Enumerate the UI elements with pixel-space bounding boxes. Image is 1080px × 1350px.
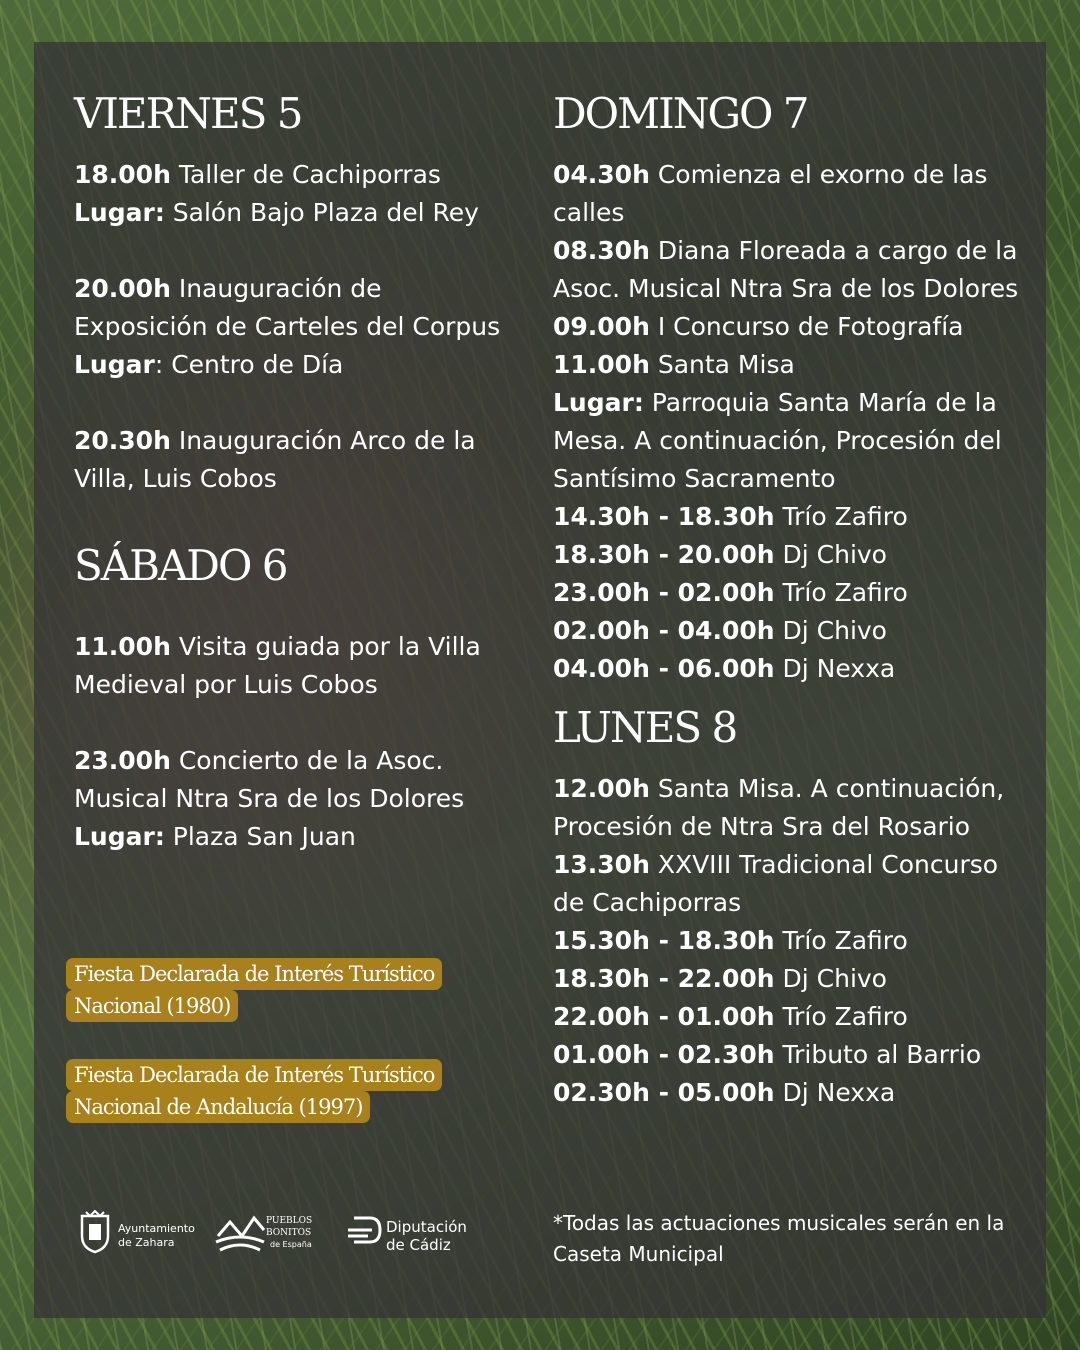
pueblos-line2: BONITOS: [266, 1228, 312, 1238]
event-time: 13.30h: [553, 850, 650, 879]
event-text: Trío Zafiro: [782, 1002, 908, 1031]
place-text: Salón Bajo Plaza del Rey: [172, 198, 479, 227]
event-item: [74, 742, 514, 818]
event-text: Inauguración de Exposición de Carteles del Corpus: [74, 274, 501, 341]
event-text: Dj Chivo: [782, 540, 887, 569]
event-item: [553, 1036, 1023, 1074]
event-time: 04.30h: [553, 160, 650, 189]
event-place: [74, 818, 514, 856]
event-item: [553, 156, 1023, 232]
event-time: 01.00h - 02.30h: [553, 1040, 775, 1069]
event-text: Concierto de la Asoc. Musical Ntra Sra de los Dolores: [74, 746, 465, 813]
pueblos-line1: PUEBLOS: [266, 1216, 313, 1226]
event-text: Trío Zafiro: [782, 502, 908, 531]
badge-line: Nacional de Andalucía (1997): [66, 1091, 370, 1123]
place-label: Lugar:: [74, 198, 165, 227]
event-time: 11.00h: [553, 350, 650, 379]
event-text: Trío Zafiro: [782, 926, 908, 955]
badge-interes-nacional: [66, 958, 442, 1022]
event-time: 15.30h - 18.30h: [553, 926, 775, 955]
event-time: 23.00h: [74, 746, 171, 775]
event-text: Diana Floreada a cargo de la Asoc. Musical Ntra Sra de los Dolores: [553, 236, 1019, 303]
day-title-lunes: LUNES 8: [553, 703, 737, 752]
event-text: Dj Nexxa: [782, 654, 896, 683]
event-item: [553, 960, 1023, 998]
event-place: [74, 194, 514, 232]
event-time: 02.30h - 05.00h: [553, 1078, 775, 1107]
dipu-line2: de Cádiz: [386, 1236, 451, 1254]
event-text: Visita guiada por la Villa Medieval por Luis Cobos: [74, 632, 481, 699]
pueblos-bonitos-logo: [214, 1210, 313, 1258]
event-text: Dj Chivo: [782, 616, 887, 645]
event-item: [553, 308, 1023, 346]
event-time: 02.00h - 04.00h: [553, 616, 775, 645]
event-text: Trío Zafiro: [782, 578, 908, 607]
village-icon: [214, 1210, 266, 1254]
event-item: [74, 270, 514, 346]
day-title-sabado: SÁBADO 6: [74, 541, 287, 590]
event-item: [553, 498, 1023, 536]
badge-line: Nacional (1980): [66, 990, 238, 1022]
event-item: [74, 156, 514, 194]
event-place: [74, 346, 514, 384]
event-time: 18.30h - 22.00h: [553, 964, 775, 993]
event-item: [553, 922, 1023, 960]
place-label: Lugar: [74, 350, 155, 379]
event-item: [553, 846, 1023, 922]
diputacion-icon: [346, 1210, 384, 1250]
event-time: 11.00h: [74, 632, 171, 661]
event-item: [553, 1074, 1023, 1112]
event-time: 12.00h: [553, 774, 650, 803]
shield-icon: [78, 1210, 112, 1254]
event-time: 04.00h - 06.00h: [553, 654, 775, 683]
pueblos-line3: de España: [270, 1240, 312, 1249]
event-time: 20.30h: [74, 426, 171, 455]
event-text: Taller de Cachiporras: [178, 160, 441, 189]
place-label: Lugar:: [553, 388, 644, 417]
badge-line: Fiesta Declarada de Interés Turístico: [66, 958, 442, 990]
event-time: 22.00h - 01.00h: [553, 1002, 775, 1031]
ayuntamiento-logo: [78, 1210, 195, 1258]
event-item: [553, 574, 1023, 612]
event-item: [553, 536, 1023, 574]
event-item: [553, 998, 1023, 1036]
event-text: Dj Nexxa: [782, 1078, 896, 1107]
event-item: [553, 346, 1023, 384]
event-time: 14.30h - 18.30h: [553, 502, 775, 531]
event-text: Santa Misa. A continuación, Procesión de Ntra Sra del Rosario: [553, 774, 1005, 841]
event-text: I Concurso de Fotografía: [657, 312, 964, 341]
event-time: 18.30h - 20.00h: [553, 540, 775, 569]
place-text: : Centro de Día: [154, 350, 344, 379]
event-place: [553, 384, 1023, 498]
event-item: [74, 422, 514, 498]
event-text: Comienza el exorno de las calles: [553, 160, 988, 227]
event-text: Dj Chivo: [782, 964, 887, 993]
event-item: [553, 770, 1023, 846]
ayto-line2: de Zahara: [118, 1236, 175, 1249]
event-time: 20.00h: [74, 274, 171, 303]
event-time: 08.30h: [553, 236, 650, 265]
event-text: Santa Misa: [657, 350, 795, 379]
badge-interes-andalucia: [66, 1059, 442, 1123]
ayto-line1: Ayuntamiento: [118, 1222, 195, 1235]
event-text: XXVIII Tradicional Concurso de Cachiporras: [553, 850, 999, 917]
event-item: [74, 628, 514, 704]
event-item: [553, 232, 1023, 308]
left-column: [74, 86, 514, 856]
diputacion-logo: [346, 1210, 467, 1254]
event-item: [553, 650, 1023, 688]
event-time: 09.00h: [553, 312, 650, 341]
day-title-viernes: VIERNES 5: [74, 89, 302, 138]
event-time: 23.00h - 02.00h: [553, 578, 775, 607]
place-label: Lugar:: [74, 822, 165, 851]
place-text: Parroquia Santa María de la Mesa. A continuación, Procesión del Santísimo Sacramento: [553, 388, 1002, 493]
day-title-domingo: DOMINGO 7: [553, 89, 808, 138]
place-text: Plaza San Juan: [172, 822, 356, 851]
event-time: 18.00h: [74, 160, 171, 189]
footnote: *Todas las actuaciones musicales serán en la Caseta Municipal: [553, 1211, 1005, 1266]
event-text: Tributo al Barrio: [782, 1040, 982, 1069]
right-column: [553, 86, 1023, 1112]
dipu-line1: Diputación: [386, 1218, 467, 1236]
event-item: [553, 612, 1023, 650]
event-text: Inauguración Arco de la Villa, Luis Cobos: [74, 426, 476, 493]
badge-line: Fiesta Declarada de Interés Turístico: [66, 1059, 442, 1091]
